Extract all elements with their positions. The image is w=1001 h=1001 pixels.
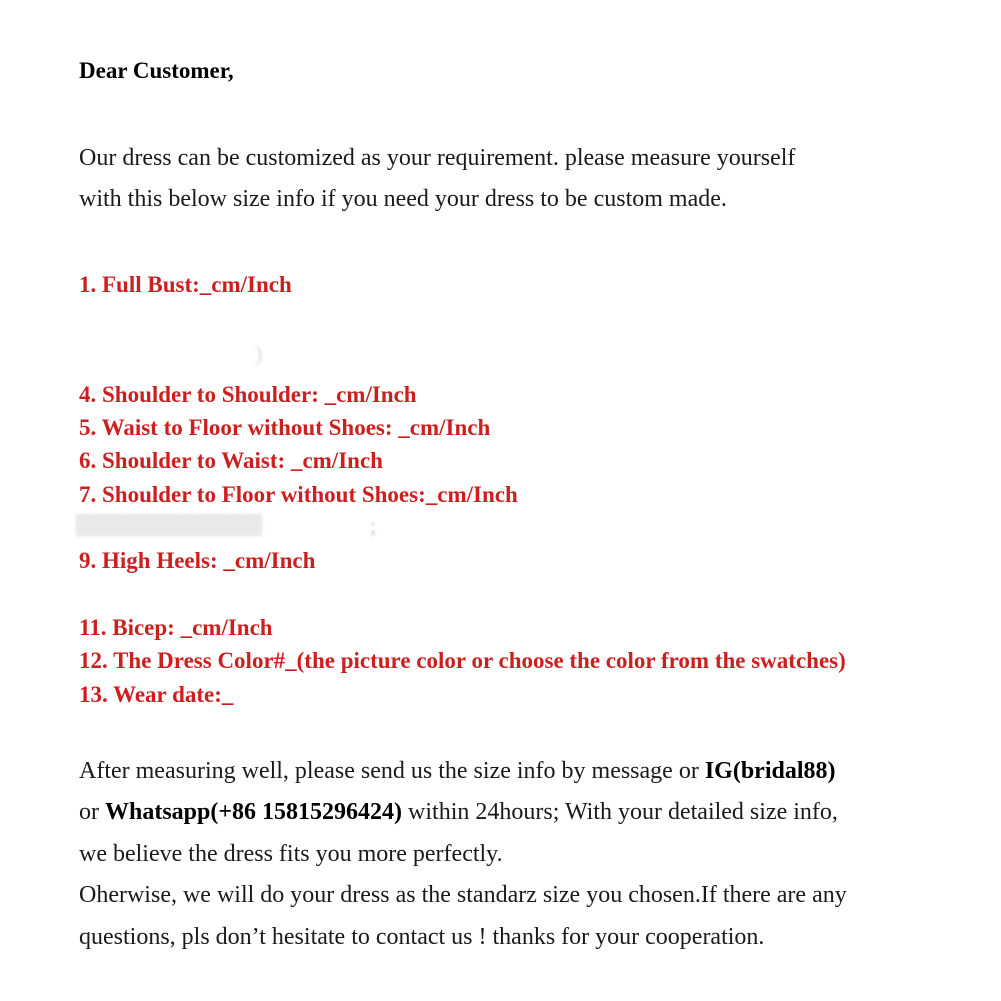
measurement-full-bust: 1. Full Bust:_cm/Inch [79, 272, 292, 297]
measurement-shoulder-to-floor: 7. Shoulder to Floor without Shoes:_cm/Inch [79, 482, 518, 507]
closing-line-3: we believe the dress fits you more perfectly. [79, 841, 503, 867]
greeting: Dear Customer, [79, 58, 234, 83]
measurement-shoulder-to-waist: 6. Shoulder to Waist: _cm/Inch [79, 448, 383, 473]
measurement-dress-color: 12. The Dress Color#_(the picture color or choose the color from the swatches) [79, 648, 846, 673]
erased-text-mark: ) [255, 341, 263, 366]
measurement-wear-date: 13. Wear date:_ [79, 682, 234, 707]
closing-line-1 [79, 759, 836, 783]
closing-line-5: questions, pls don’t hesitate to contact us ! thanks for your cooperation. [79, 924, 765, 950]
closing-line-4: Oherwise, we will do your dress as the standarz size you chosen.If there are any [79, 882, 847, 908]
erased-text-mark: ; [370, 513, 377, 538]
measurement-bicep: 11. Bicep: _cm/Inch [79, 615, 273, 640]
intro-line-2: with this below size info if you need your dress to be custom made. [79, 186, 727, 212]
closing-text: After measuring well, please send us the size info by message or [79, 758, 705, 784]
measurement-high-heels: 9. High Heels: _cm/Inch [79, 548, 316, 573]
measurement-shoulder-to-shoulder: 4. Shoulder to Shoulder: _cm/Inch [79, 382, 417, 407]
instagram-handle: IG(bridal88) [704, 758, 836, 784]
erased-text-mark: ▇▇▇▇▇▇▇▇▇▇▇ [76, 511, 263, 536]
intro-line-1: Our dress can be customized as your requirement. please measure yourself [79, 145, 796, 171]
closing-line-2 [79, 800, 838, 824]
closing-text: within 24hours; With your detailed size info, [402, 799, 838, 825]
closing-text: or [79, 799, 105, 825]
measurement-waist-to-floor: 5. Waist to Floor without Shoes: _cm/Inch [79, 415, 491, 440]
whatsapp-number: Whatsapp(+86 15815296424) [105, 799, 403, 825]
